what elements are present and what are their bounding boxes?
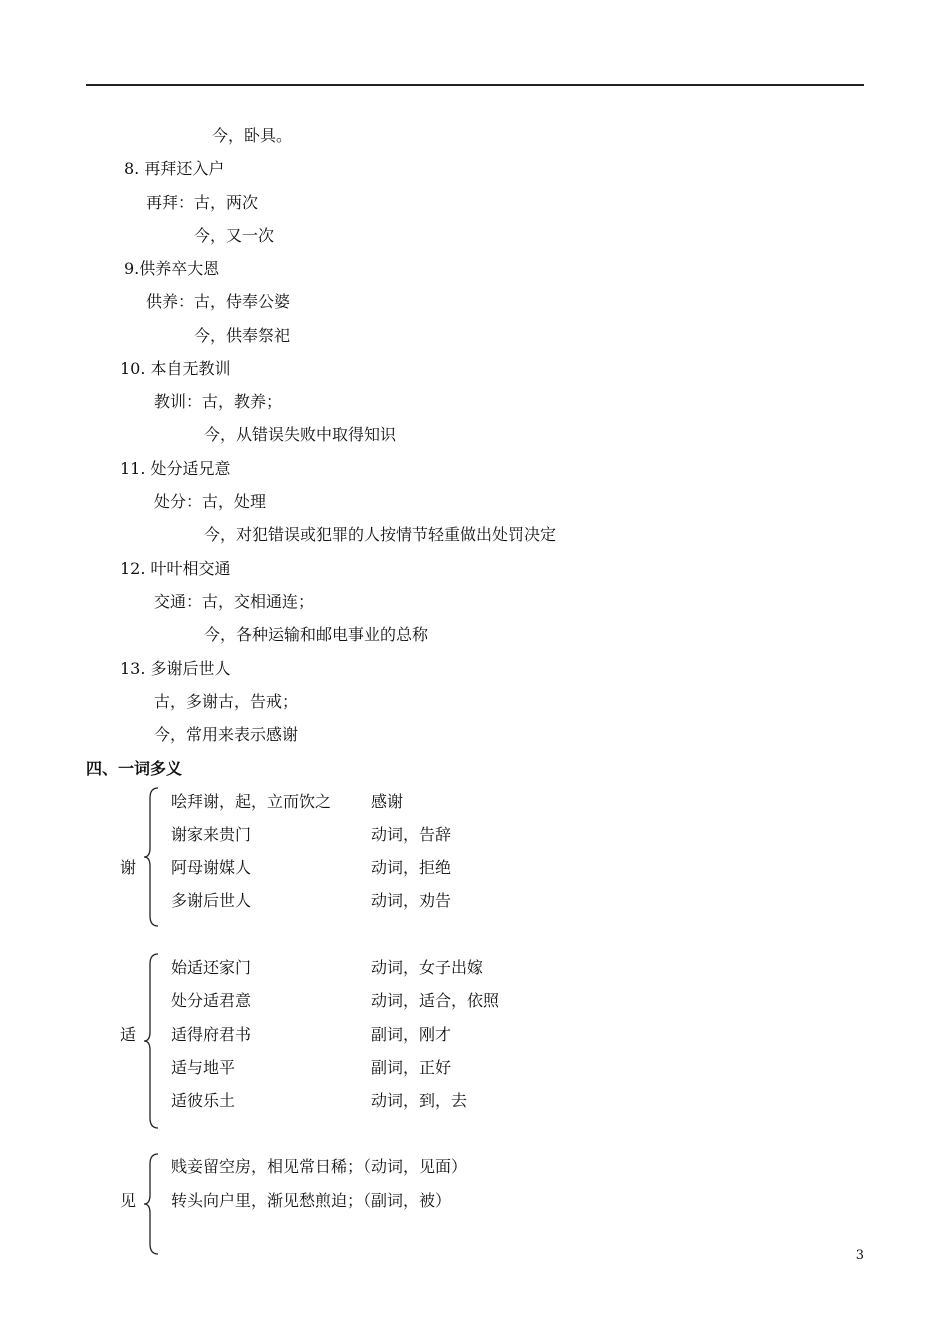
entry-title: 9.供养卒大恩 — [124, 259, 220, 278]
example-text: 适与地平 — [171, 1058, 236, 1077]
entry-line: 再拜：古，两次 — [146, 193, 259, 212]
meaning-text: 动词，劝告 — [371, 891, 452, 910]
meaning-text: 副词，刚才 — [371, 1025, 452, 1044]
entry-line: 教训：古，教养； — [154, 392, 283, 411]
example-text: 阿母谢媒人 — [171, 858, 252, 877]
meaning-text: 动词，拒绝 — [371, 858, 452, 877]
entry-line: 今，又一次 — [194, 226, 275, 245]
entry-line: 古，多谢古，告戒； — [154, 692, 299, 711]
example-text: 贱妾留空房，相见常日稀；（动词，见面） — [171, 1157, 468, 1176]
entry-title: 11. 处分适兄意 — [120, 459, 231, 478]
entry-line: 今，常用来表示感谢 — [154, 725, 299, 744]
entry-line: 今，从错误失败中取得知识 — [204, 425, 397, 444]
example-text: 哙拜谢，起，立而饮之 — [171, 792, 332, 811]
example-text: 适彼乐土 — [171, 1091, 236, 1110]
meaning-text: 动词，适合，依照 — [371, 991, 500, 1010]
entry-line: 今，对犯错误或犯罪的人按情节轻重做出处罚决定 — [204, 525, 557, 544]
example-text: 转头向户里，渐见愁煎迫；（副词，被） — [171, 1191, 452, 1210]
meaning-text: 动词，到，去 — [371, 1091, 468, 1110]
example-text: 适得府君书 — [171, 1025, 252, 1044]
meaning-text: 动词，告辞 — [371, 825, 452, 844]
header-rule — [86, 84, 864, 86]
brace-icon — [142, 952, 162, 1130]
entry-line: 供养：古，侍奉公婆 — [146, 292, 291, 311]
entry-title: 13. 多谢后世人 — [120, 659, 231, 678]
example-text: 谢家来贵门 — [171, 825, 252, 844]
example-text: 始适还家门 — [171, 958, 252, 977]
brace-icon — [142, 1152, 162, 1256]
example-text: 处分适君意 — [171, 991, 252, 1010]
page-number: 3 — [855, 1248, 864, 1263]
entry-line: 交通：古，交相通连； — [154, 592, 315, 611]
entry-line: 处分：古，处理 — [154, 492, 267, 511]
meaning-text: 副词，正好 — [371, 1058, 452, 1077]
meaning-text: 动词，女子出嫁 — [371, 958, 484, 977]
entry-line: 今，各种运输和邮电事业的总称 — [204, 625, 429, 644]
example-text: 多谢后世人 — [171, 891, 252, 910]
polysemy-char: 见 — [120, 1191, 137, 1210]
section-heading: 四、一词多义 — [86, 759, 183, 778]
entry-title: 12. 叶叶相交通 — [120, 559, 231, 578]
entry-line: 今，供奉祭祀 — [194, 326, 291, 345]
entry-title: 10. 本自无教训 — [120, 359, 231, 378]
brace-icon — [142, 786, 162, 928]
polysemy-char: 适 — [120, 1025, 137, 1044]
entry-title: 8. 再拜还入户 — [124, 159, 225, 178]
meaning-text: 感谢 — [371, 792, 404, 811]
entry-line: 今，卧具。 — [212, 126, 293, 145]
polysemy-char: 谢 — [120, 858, 137, 877]
